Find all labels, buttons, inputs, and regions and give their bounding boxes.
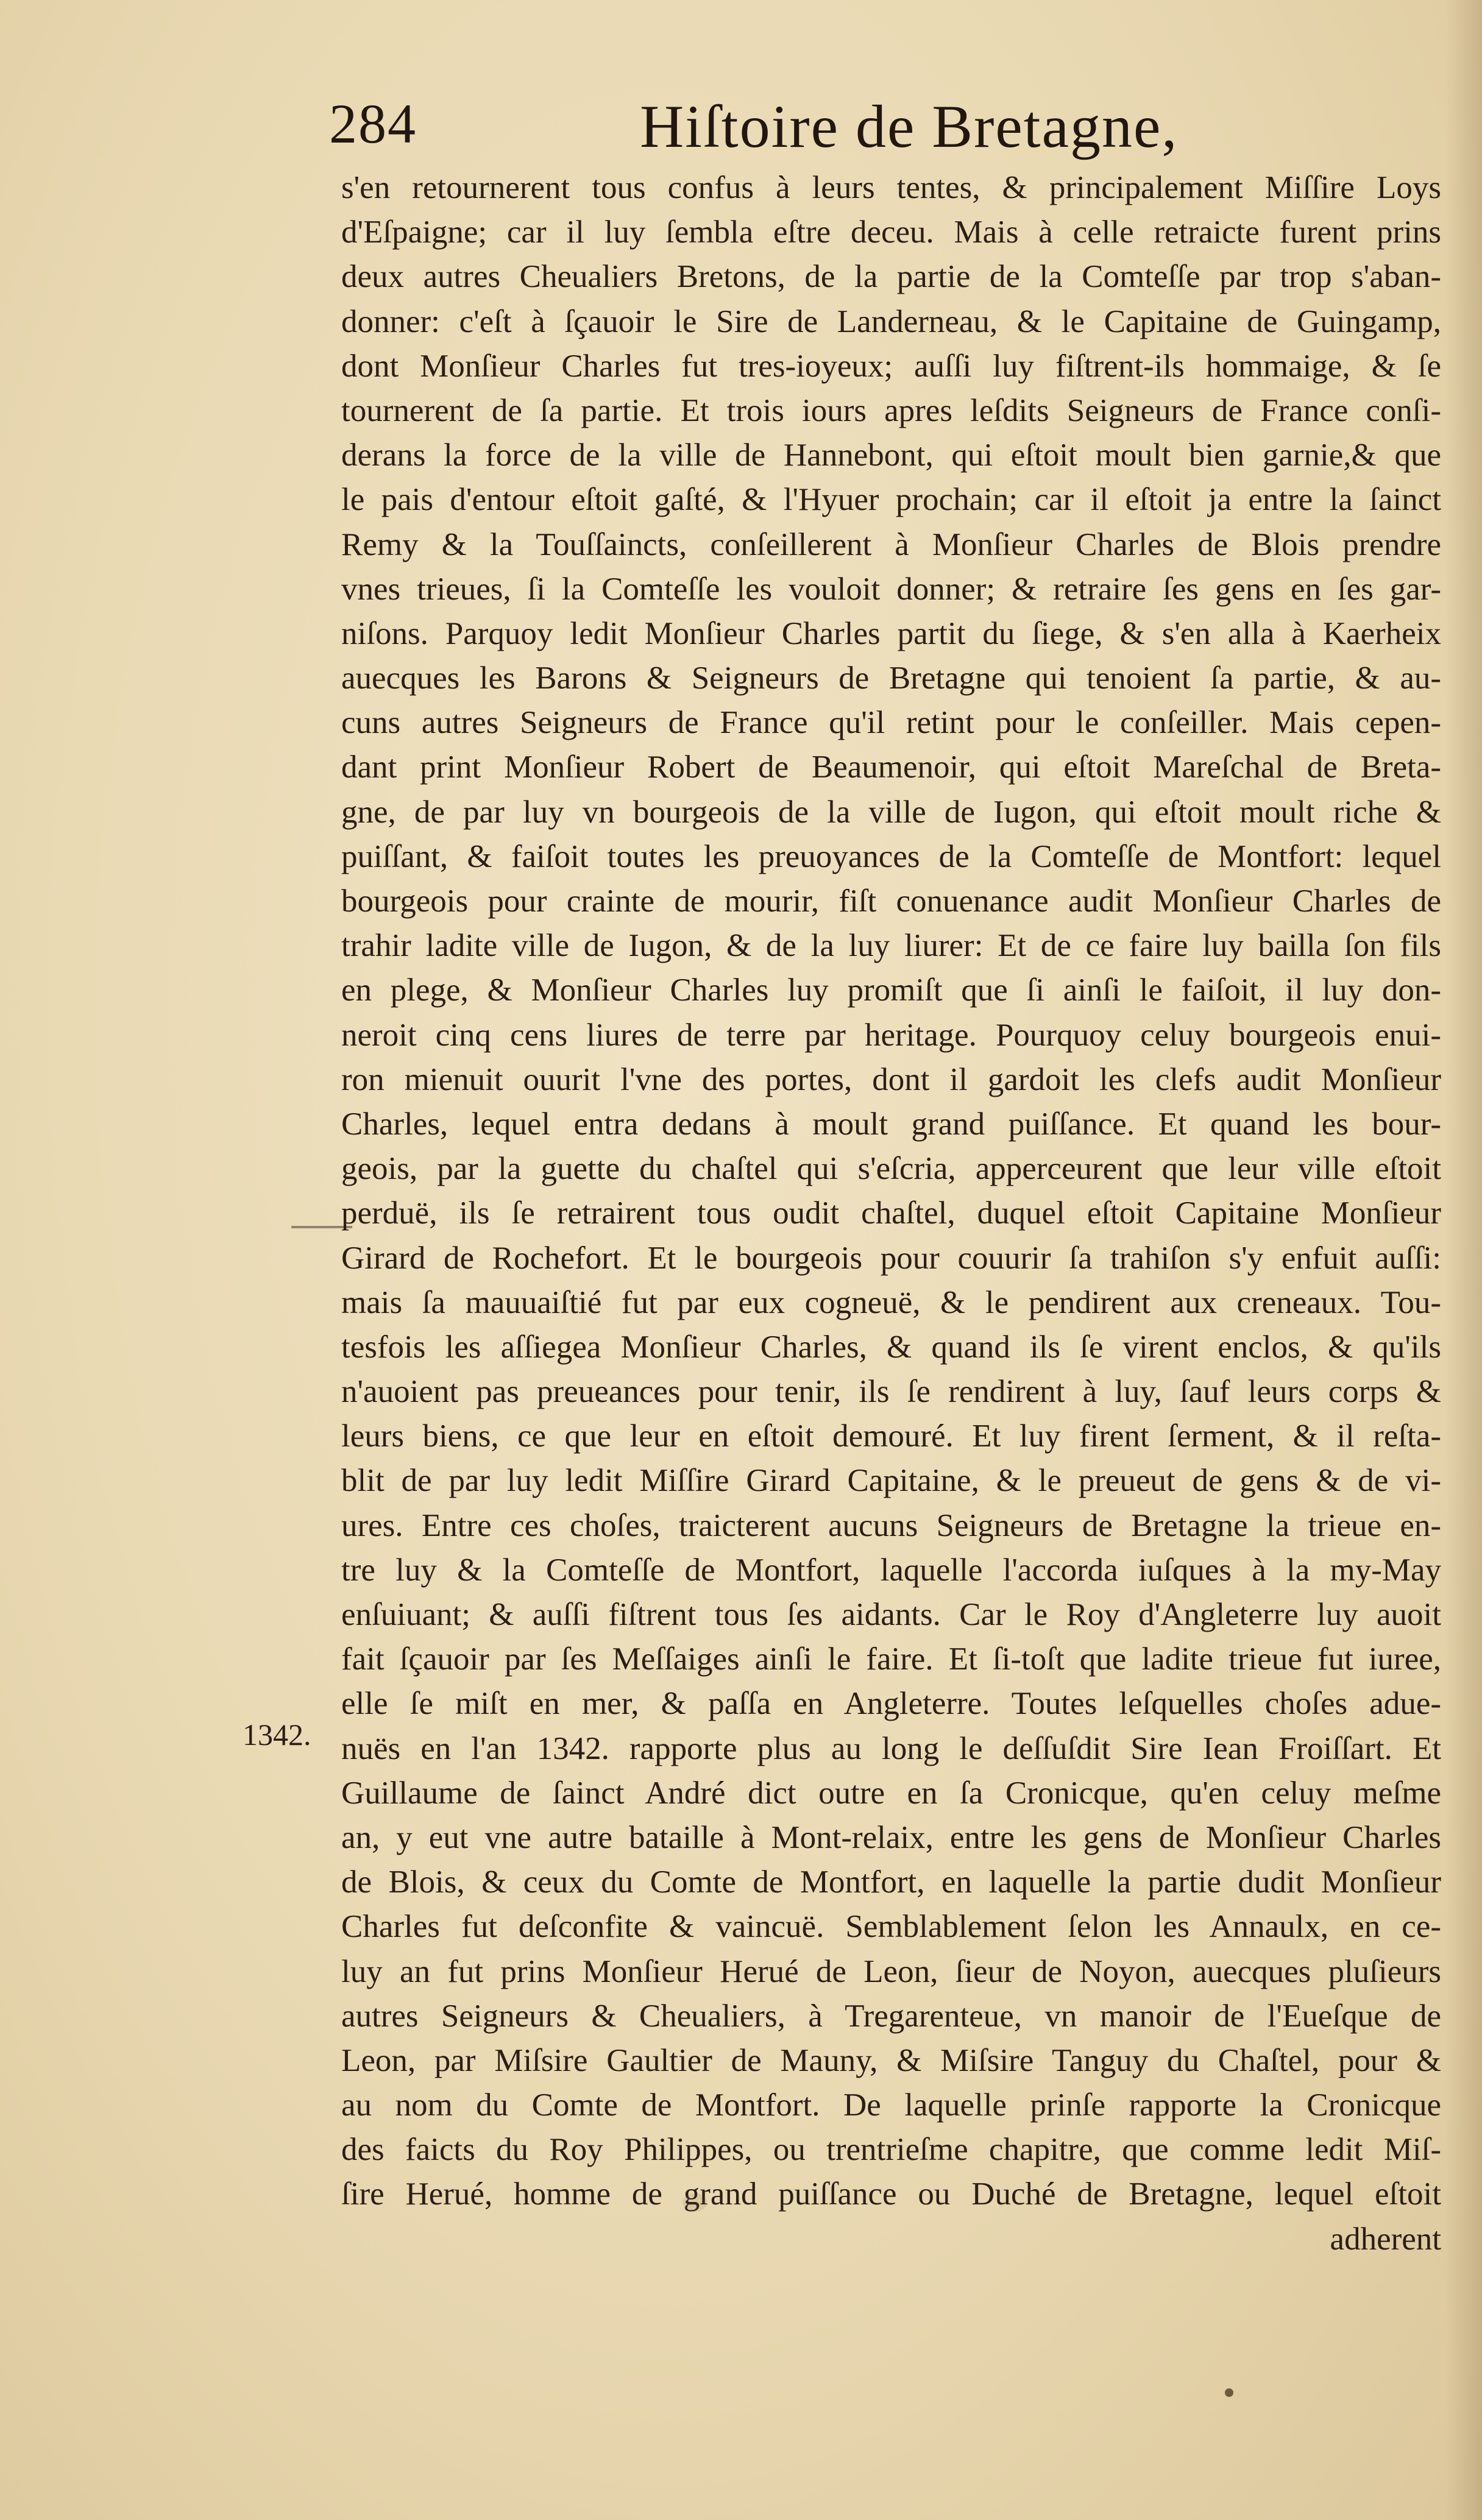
paper-stain <box>682 2193 707 2212</box>
text-line: au nom du Comte de Montfort. De laquelle prinſe rapporte la Cronicque <box>341 2087 1441 2123</box>
page-edge-shadow <box>1445 0 1482 2520</box>
text-line: bourgeois pour crainte de mourir, fiſt conuenance audit Monſieur Charles de <box>341 883 1441 919</box>
text-line: puiſſant, & faiſoit toutes les preuoyances de la Comteſſe de Montfort: lequel <box>341 838 1441 874</box>
text-line: donner: c'eſt à ſçauoir le Sire de Landerneau, & le Capitaine de Guingamp, <box>341 303 1441 339</box>
text-line: ron mienuit ouurit l'vne des portes, dont il gardoit les clefs audit Monſieur <box>341 1061 1441 1097</box>
text-line: derans la force de la ville de Hannebont, qui eſtoit moult bien garnie,& que <box>341 437 1441 473</box>
text-line: Girard de Rochefort. Et le bourgeois pour couurir ſa trahiſon s'y enfuit auſſi: <box>341 1240 1441 1276</box>
text-line: cuns autres Seigneurs de France qu'il retint pour le conſeiller. Mais cepen- <box>341 705 1441 741</box>
text-line: trahir ladite ville de Iugon, & de la luy liurer: Et de ce faire luy bailla ſon fils <box>341 928 1441 964</box>
text-line: tesfois les aſſiegea Monſieur Charles, & quand ils ſe virent enclos, & qu'ils <box>341 1329 1441 1365</box>
text-line: ures. Entre ces choſes, traicterent aucuns Seigneurs de Bretagne la trieue en- <box>341 1507 1441 1543</box>
page-number: 284 <box>329 93 417 155</box>
ink-dot <box>1225 2388 1233 2397</box>
running-title: Hiſtoire de Bretagne, <box>640 93 1179 160</box>
text-line: mais ſa mauuaiſtié fut par eux cogneuë, & le pendirent aux creneaux. Tou- <box>341 1284 1441 1320</box>
text-line: Remy & la Touſſaincts, conſeillerent à Monſieur Charles de Blois prendre <box>341 526 1441 562</box>
text-line: dant print Monſieur Robert de Beaumenoir, qui eſtoit Mareſchal de Breta- <box>341 749 1441 785</box>
text-line: elle ſe miſt en mer, & paſſa en Angleterre. Toutes leſquelles choſes adue- <box>341 1686 1441 1722</box>
text-line: fait ſçauoir par ſes Meſſaiges ainſi le faire. Et ſi-toſt que ladite trieue fut iuree, <box>341 1641 1441 1677</box>
text-line: blit de par luy ledit Miſſire Girard Capitaine, & le preueut de gens & de vi- <box>341 1463 1441 1499</box>
text-line: tre luy & la Comteſſe de Montfort, laquelle l'accorda iuſques à la my-May <box>341 1552 1441 1588</box>
text-line: gne, de par luy vn bourgeois de la ville de Iugon, qui eſtoit moult riche & <box>341 794 1441 830</box>
text-line: Charles, lequel entra dedans à moult grand puiſſance. Et quand les bour- <box>341 1106 1441 1142</box>
text-line: deux autres Cheualiers Bretons, de la partie de la Comteſſe par trop s'aban- <box>341 259 1441 295</box>
text-line: tournerent de ſa partie. Et trois iours apres leſdits Seigneurs de France conſi- <box>341 392 1441 428</box>
body-text <box>341 166 1441 2262</box>
margin-year-note: 1342. <box>243 1718 311 1752</box>
text-line: neroit cinq cens liures de terre par heritage. Pourquoy celuy bourgeois enui- <box>341 1017 1441 1053</box>
text-line: le pais d'entour eſtoit gaſté, & l'Hyuer prochain; car il eſtoit ja entre la ſainct <box>341 482 1441 518</box>
text-line: Charles fut deſconfite & vaincuë. Semblablement ſelon les Annaulx, en ce- <box>341 1909 1441 1945</box>
text-line: d'Eſpaigne; car il luy ſembla eſtre deceu. Mais à celle retraicte furent prins <box>341 214 1441 250</box>
text-line: vnes trieues, ſi la Comteſſe les vouloit donner; & retraire ſes gens en ſes gar- <box>341 571 1441 607</box>
text-line: luy an fut prins Monſieur Herué de Leon, ſieur de Noyon, auecques pluſieurs <box>341 1953 1441 1989</box>
text-line: dont Monſieur Charles fut tres-ioyeux; auſſi luy fiſtrent-ils hommaige, & ſe <box>341 348 1441 384</box>
text-line: n'auoient pas preueances pour tenir, ils ſe rendirent à luy, ſauf leurs corps & <box>341 1374 1441 1410</box>
text-line: ſire Herué, homme de grand puiſſance ou Duché de Bretagne, lequel eſtoit <box>341 2176 1441 2212</box>
text-line: enſuiuant; & auſſi fiſtrent tous ſes aidants. Car le Roy d'Angleterre luy auoit <box>341 1597 1441 1632</box>
text-line: leurs biens, ce que leur en eſtoit demouré. Et luy firent ſerment, & il reſta- <box>341 1418 1441 1454</box>
text-line: perduë, ils ſe retrairent tous oudit chaſtel, duquel eſtoit Capitaine Monſieur <box>341 1195 1441 1231</box>
text-line: des faicts du Roy Philippes, ou trentrieſme chapitre, que comme ledit Miſ- <box>341 2132 1441 2168</box>
text-line: Leon, par Miſsire Gaultier de Mauny, & Miſsire Tanguy du Chaſtel, pour & <box>341 2042 1441 2078</box>
text-line: auecques les Barons & Seigneurs de Bretagne qui tenoient ſa partie, & au- <box>341 660 1441 696</box>
text-line: en plege, & Monſieur Charles luy promiſt que ſi ainſi le faiſoit, il luy don- <box>341 972 1441 1008</box>
text-line: nuës en l'an 1342. rapporte plus au long le deſſuſdit Sire Iean Froiſſart. Et <box>341 1730 1441 1766</box>
text-line: geois, par la guette du chaſtel qui s'eſcria, apperceurent que leur ville eſtoit <box>341 1151 1441 1187</box>
text-line: niſons. Parquoy ledit Monſieur Charles partit du ſiege, & s'en alla à Kaerheix <box>341 615 1441 651</box>
text-line: de Blois, & ceux du Comte de Montfort, en laquelle la partie dudit Monſieur <box>341 1864 1441 1900</box>
text-line: adherent <box>1330 2221 1441 2257</box>
text-line: autres Seigneurs & Cheualiers, à Tregarenteue, vn manoir de l'Eueſque de <box>341 1998 1441 2034</box>
page-header <box>329 91 1243 165</box>
text-line: an, y eut vne autre bataille à Mont-relaix, entre les gens de Monſieur Charles <box>341 1819 1441 1855</box>
text-line: s'en retournerent tous confus à leurs tentes, & principalement Miſſire Loys <box>341 170 1441 205</box>
text-line: Guillaume de ſainct André dict outre en ſa Cronicque, qu'en celuy meſme <box>341 1775 1441 1811</box>
